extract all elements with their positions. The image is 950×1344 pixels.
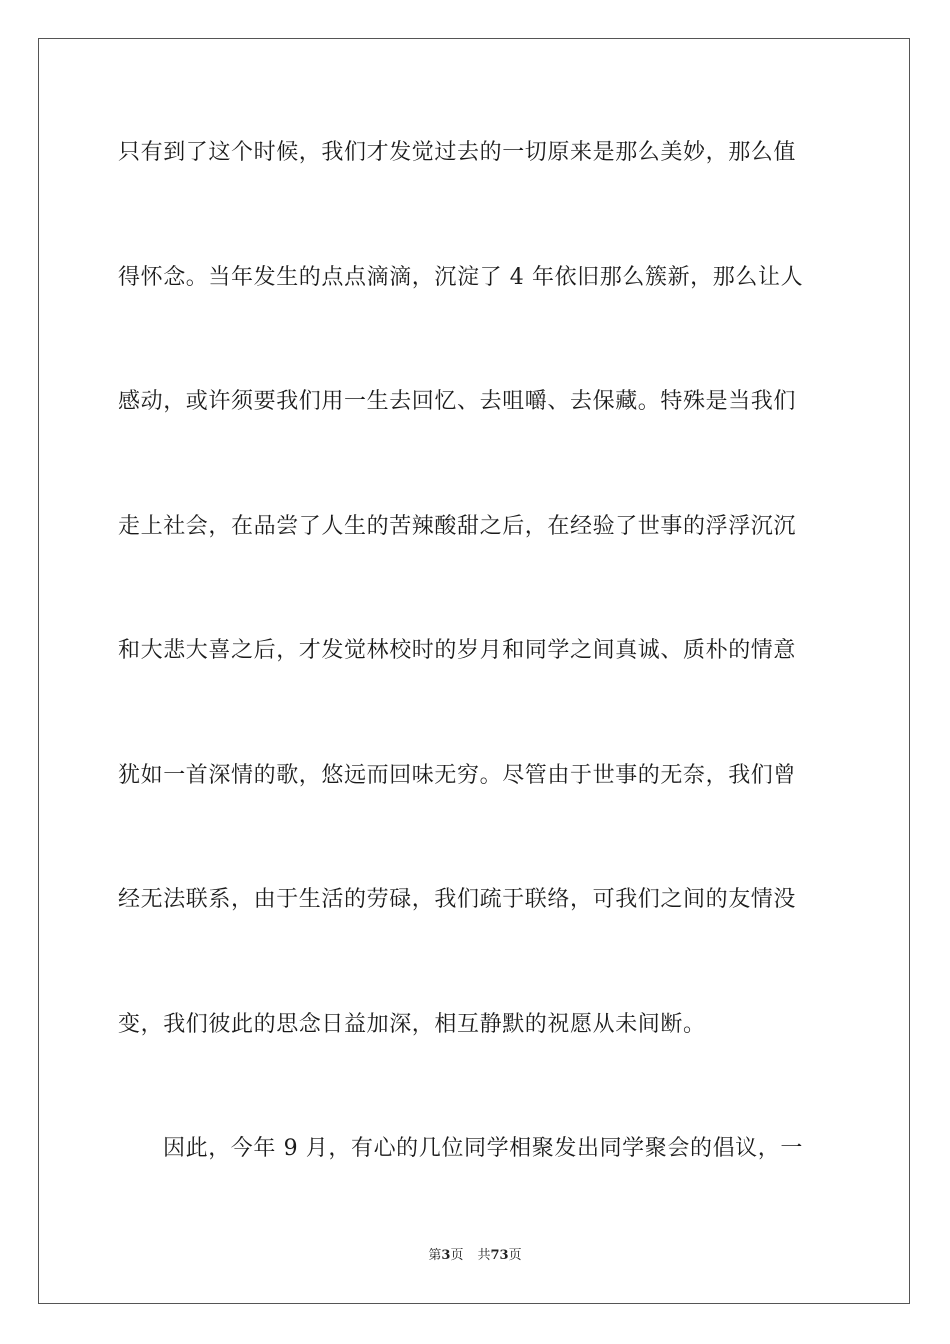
- page-border: [38, 38, 910, 1304]
- page-number: 3: [441, 1248, 451, 1263]
- page-footer: [0, 1247, 950, 1265]
- body-text-line: 犹如一首深情的歌，悠远而回味无穷。尽管由于世事的无奈，我们曾: [118, 763, 797, 788]
- body-text-line: 走上社会，在品尝了人生的苦辣酸甜之后，在经验了世事的浮浮沉沉: [118, 514, 797, 539]
- body-text-line: 和大悲大喜之后，才发觉林校时的岁月和同学之间真诚、质朴的情意: [118, 638, 797, 663]
- page-number-prefix: 第: [428, 1248, 442, 1263]
- body-text-line: 感动，或许须要我们用一生去回忆、去咀嚼、去保藏。特殊是当我们: [118, 389, 797, 414]
- total-pages-suffix: 页: [508, 1248, 522, 1263]
- body-text-line: 只有到了这个时候，我们才发觉过去的一切原来是那么美妙，那么值: [118, 140, 797, 165]
- paragraph-first-line: 因此，今年 9 月，有心的几位同学相聚发出同学聚会的倡议，一: [163, 1136, 803, 1161]
- body-text-line: 得怀念。当年发生的点点滴滴，沉淀了 4 年依旧那么簇新，那么让人: [118, 265, 804, 290]
- total-pages: 73: [490, 1248, 509, 1263]
- total-pages-prefix: 共: [477, 1248, 491, 1263]
- body-text-line: 变，我们彼此的思念日益加深，相互静默的祝愿从未间断。: [118, 1012, 706, 1037]
- page-number-suffix: 页: [450, 1248, 464, 1263]
- body-text-line: 经无法联系，由于生活的劳碌，我们疏于联络，可我们之间的友情没: [118, 887, 797, 912]
